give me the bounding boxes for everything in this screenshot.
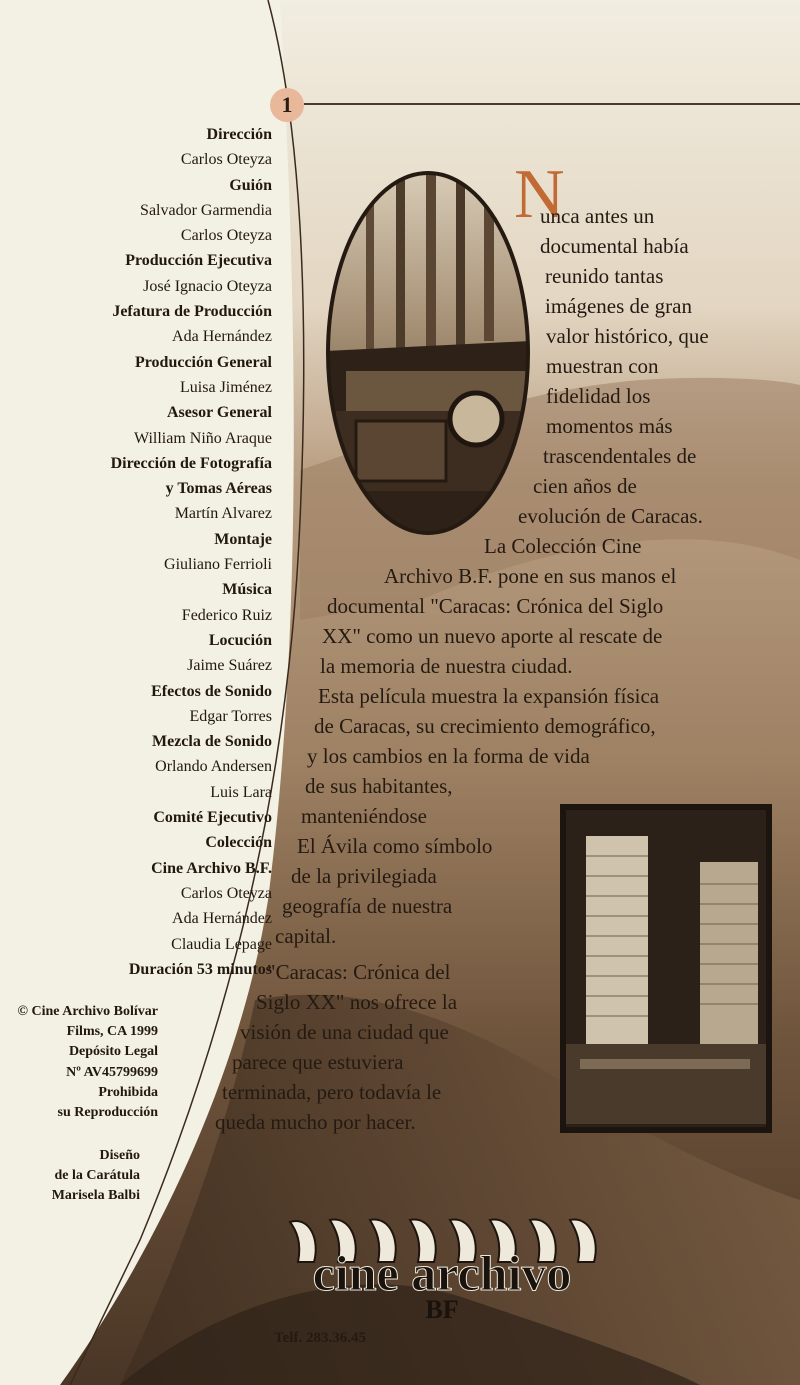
body-line: valor histórico, que [546, 324, 709, 348]
body-line: "Caracas: Crónica del [267, 960, 451, 984]
credit-role: Asesor General [166, 404, 272, 422]
body-line: cien años de [533, 474, 637, 498]
design-line: de la Carátula [54, 1168, 140, 1183]
credit-name: Salvador Garmendia [140, 201, 272, 219]
body-line: parece que estuviera [232, 1050, 404, 1074]
body-line: capital. [275, 924, 337, 948]
credit-name: Giuliano Ferrioli [164, 556, 272, 574]
body-line: Siglo XX" nos ofrece la [256, 990, 458, 1014]
credit-name: Martín Alvarez [174, 505, 272, 523]
credit-role: Mezcla de Sonido [152, 733, 272, 751]
legal-line: Nº AV45799699 [66, 1064, 158, 1080]
body-line: documental "Caracas: Crónica del Siglo [327, 594, 664, 618]
credit-role: Guión [229, 176, 272, 194]
body-line: de sus habitantes, [305, 774, 453, 798]
credit-role: Música [222, 581, 272, 599]
credit-role: Duración 53 minutos [128, 960, 272, 978]
vintage-car-oval-photo [326, 171, 530, 535]
body-line: geografía de nuestra [282, 894, 453, 918]
body-line: la memoria de nuestra ciudad. [320, 654, 573, 678]
body-line: trascendentales de [543, 444, 697, 468]
credit-name: Carlos Oteyza [180, 227, 272, 245]
credits-list [0, 122, 272, 982]
design-line: Diseño [99, 1148, 140, 1163]
logo-text: cine archivo [312, 1245, 572, 1301]
credit-role: Montaje [214, 530, 272, 548]
phone-number: Telf. 283.36.45 [274, 1330, 366, 1346]
credit-role: Colección [205, 834, 272, 852]
body-line: visión de una ciudad que [240, 1020, 449, 1044]
logo-subtext: BF [425, 1295, 459, 1324]
legal-line: Depósito Legal [68, 1044, 158, 1060]
legal-line: Films, CA 1999 [66, 1024, 158, 1040]
body-line: unca antes un [540, 204, 655, 228]
credit-name: Federico Ruiz [181, 606, 272, 624]
design-line: Marisela Balbi [51, 1188, 140, 1203]
page-number-badge: 1 [270, 88, 304, 122]
body-line: queda mucho por hacer. [215, 1110, 416, 1134]
credit-name: José Ignacio Oteyza [143, 277, 272, 295]
body-line: de la privilegiada [291, 864, 437, 888]
body-line: reunido tantas [545, 264, 664, 288]
legal-line: su Reproducción [57, 1105, 158, 1121]
body-line: de Caracas, su crecimiento demográfico, [314, 714, 656, 738]
credit-name: Carlos Oteyza [180, 151, 272, 169]
body-line: XX" como un nuevo aporte al rescate de [322, 624, 663, 648]
body-line: documental había [540, 234, 689, 258]
credit-name: Ada Hernández [172, 910, 272, 928]
credit-role: Locución [208, 631, 272, 649]
body-line: fidelidad los [546, 384, 651, 408]
credit-role: Producción Ejecutiva [125, 252, 272, 270]
legal-line: Prohibida [98, 1084, 158, 1100]
credit-name: Orlando Andersen [155, 758, 272, 776]
credit-name: Luisa Jiménez [180, 378, 272, 396]
cover-design-credit [0, 1146, 140, 1206]
body-line: El Ávila como símbolo [297, 834, 493, 858]
body-line: y los cambios en la forma de vida [307, 744, 590, 768]
credit-role: Efectos de Sonido [151, 682, 272, 700]
twin-towers-photo [560, 804, 772, 1133]
body-line: Archivo B.F. pone en sus manos el [384, 564, 677, 588]
body-line: Esta película muestra la expansión física [318, 684, 660, 708]
credit-name: Carlos Oteyza [180, 884, 272, 902]
drop-cap: N [514, 156, 565, 233]
legal-notice [0, 1002, 158, 1123]
cine-archivo-logo [250, 1212, 635, 1327]
credit-role: Producción General [134, 353, 272, 371]
credit-name: Claudia Lepage [171, 935, 272, 953]
body-line: terminada, pero todavía le [222, 1080, 442, 1104]
credit-role: Comité Ejecutivo [153, 809, 272, 827]
credit-name: Jaime Suárez [187, 657, 272, 675]
body-line: momentos más [546, 414, 673, 438]
credit-role: Jefatura de Producción [112, 303, 272, 321]
legal-line: © Cine Archivo Bolívar [17, 1004, 158, 1019]
credit-role: Dirección de Fotografía [110, 454, 272, 472]
credit-role: Dirección [206, 126, 272, 143]
body-line: La Colección Cine [484, 534, 642, 558]
body-line: imágenes de gran [545, 294, 692, 318]
body-line: muestran con [546, 354, 659, 378]
credit-name: Edgar Torres [189, 707, 272, 725]
credit-role: y Tomas Aéreas [165, 480, 272, 498]
credit-name: William Niño Araque [134, 429, 272, 447]
credit-name: Ada Hernández [172, 328, 272, 346]
credit-name: Luis Lara [210, 783, 272, 801]
body-line: manteniéndose [301, 804, 427, 828]
body-line: evolución de Caracas. [518, 504, 703, 528]
credit-role: Cine Archivo B.F. [151, 859, 272, 877]
header-rule [304, 103, 800, 105]
